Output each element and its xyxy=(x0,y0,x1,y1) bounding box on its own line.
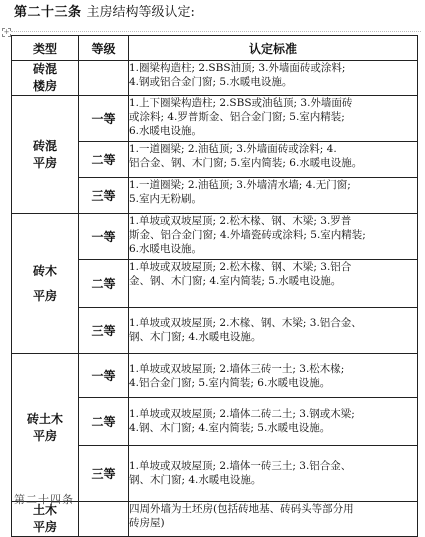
criteria-line: 斯金、铝合金门窗; 4.外墙瓷砖或涂料; 5.室内精装; xyxy=(129,229,366,241)
type-cell xyxy=(12,354,79,502)
criteria-line: 1.单坡或双坡屋顶; 2.墙体一砖三土; 3.铝合金、 xyxy=(129,460,352,472)
criteria-line: 1.一道圈梁; 2.油毡顶; 3.外墙面砖或涂料; 4. xyxy=(129,143,337,155)
grade-cell: 三等 xyxy=(79,308,129,354)
type-line: 砖混 xyxy=(32,62,57,76)
criteria-line: 4.钢或铝合金门窗; 5.水暖电设施。 xyxy=(129,76,293,88)
table-row xyxy=(12,61,418,96)
criteria-line: 1.单坡或双坡屋顶; 2.木椽、钢、木梁; 3.铝合金、 xyxy=(129,317,362,329)
type-cell xyxy=(12,61,79,96)
clause-number: 第二十三条 xyxy=(14,5,82,20)
criteria-line: 或涂料; 4.罗普斯金、铝合金门窗; 5.室内精装; xyxy=(129,111,345,123)
table-header-row xyxy=(12,36,418,61)
next-clause-fragment: 第二十四条 xyxy=(14,493,74,506)
criteria-line: 1.单坡或双坡屋顶; 2.松木椽、钢、木梁; 3.罗普 xyxy=(129,215,352,227)
header-type: 类型 xyxy=(12,36,79,61)
criteria-cell xyxy=(129,96,418,142)
criteria-line: 4.钢、木门窗; 4.室内简装; 5.水暖电设施。 xyxy=(129,422,331,434)
criteria-cell xyxy=(129,502,418,537)
grade-cell: 二等 xyxy=(79,260,129,308)
heading-text: 主房结构等级认定: xyxy=(86,5,195,20)
type-line: 砖木 xyxy=(32,263,57,278)
criteria-cell xyxy=(129,61,418,96)
type-line: 平房 xyxy=(32,155,57,170)
criteria-cell xyxy=(129,260,418,308)
type-cell xyxy=(12,214,79,354)
criteria-line: 4.铝合金门窗; 5.室内简装; 6.水暖电设施。 xyxy=(129,377,331,389)
criteria-line: 5.室内无粉刷。 xyxy=(129,193,203,205)
table-move-handle-icon[interactable]: + xyxy=(3,28,10,36)
criteria-line: 砖房屋) xyxy=(129,517,165,529)
criteria-cell xyxy=(129,142,418,178)
document-heading xyxy=(14,3,195,23)
criteria-line: 1.单坡或双坡屋顶; 2.墙体三砖一土; 3.松木椽; xyxy=(129,363,345,375)
grade-cell: 一等 xyxy=(79,354,129,398)
grade-cell: 二等 xyxy=(79,142,129,178)
type-line: 平房 xyxy=(32,428,57,443)
header-criteria: 认定标准 xyxy=(129,36,418,61)
criteria-line: 铝合金、钢、木门窗; 5.室内简装; 6.水暖电设施。 xyxy=(129,157,363,169)
grade-cell: 一等 xyxy=(79,214,129,260)
grade-cell: 二等 xyxy=(79,398,129,446)
type-line: 楼房 xyxy=(32,79,57,93)
criteria-cell xyxy=(129,178,418,214)
grade-cell xyxy=(79,502,129,537)
criteria-line: 1.一道圈梁; 2.油毡顶; 3.外墙清水墙; 4.无门窗; xyxy=(129,179,351,191)
criteria-line: 四周外墙为土坯房(包括砖地基、砖码头等部分用 xyxy=(129,503,354,515)
criteria-line: 金、钢、木门窗; 4.室内简装; 5.水暖电设施。 xyxy=(129,275,342,287)
type-cell xyxy=(12,96,79,214)
table-row xyxy=(12,354,418,398)
criteria-cell xyxy=(129,446,418,502)
criteria-line: 1.圈梁构造柱; 2.SBS油顶; 3.外墙面砖或涂料; xyxy=(129,62,346,74)
header-grade: 等级 xyxy=(79,36,129,61)
criteria-line: 1.上下圈梁构造柱; 2.SBS或油毡顶; 3.外墙面砖 xyxy=(129,97,353,109)
type-line: 土木 xyxy=(32,503,57,517)
criteria-cell xyxy=(129,214,418,260)
criteria-cell xyxy=(129,354,418,398)
type-line: 平房 xyxy=(32,520,57,534)
type-line: 平房 xyxy=(32,288,57,303)
type-line: 砖混 xyxy=(32,138,57,153)
criteria-line: 6.水暖电设施。 xyxy=(129,243,203,255)
grade-table xyxy=(11,35,418,537)
grade-cell xyxy=(79,61,129,96)
table-row xyxy=(12,96,418,142)
type-line: 砖土木 xyxy=(26,411,63,426)
criteria-cell xyxy=(129,308,418,354)
grade-cell: 三等 xyxy=(79,446,129,502)
table-row xyxy=(12,214,418,260)
criteria-line: 钢、木门窗; 4.水暖电设施。 xyxy=(129,331,262,343)
grade-cell: 一等 xyxy=(79,96,129,142)
table-top-rule xyxy=(11,31,421,32)
criteria-cell xyxy=(129,398,418,446)
grade-cell: 三等 xyxy=(79,178,129,214)
criteria-line: 1.单坡或双坡屋顶; 2.墙体二砖二土; 3.钢或木梁; xyxy=(129,408,355,420)
criteria-line: 6.水暖电设施。 xyxy=(129,125,203,137)
criteria-line: 1.单坡或双坡屋顶; 2.松木椽、钢、木梁; 3.铝合 xyxy=(129,261,352,273)
criteria-line: 钢、木门窗; 4.水暖电设施。 xyxy=(129,474,262,486)
